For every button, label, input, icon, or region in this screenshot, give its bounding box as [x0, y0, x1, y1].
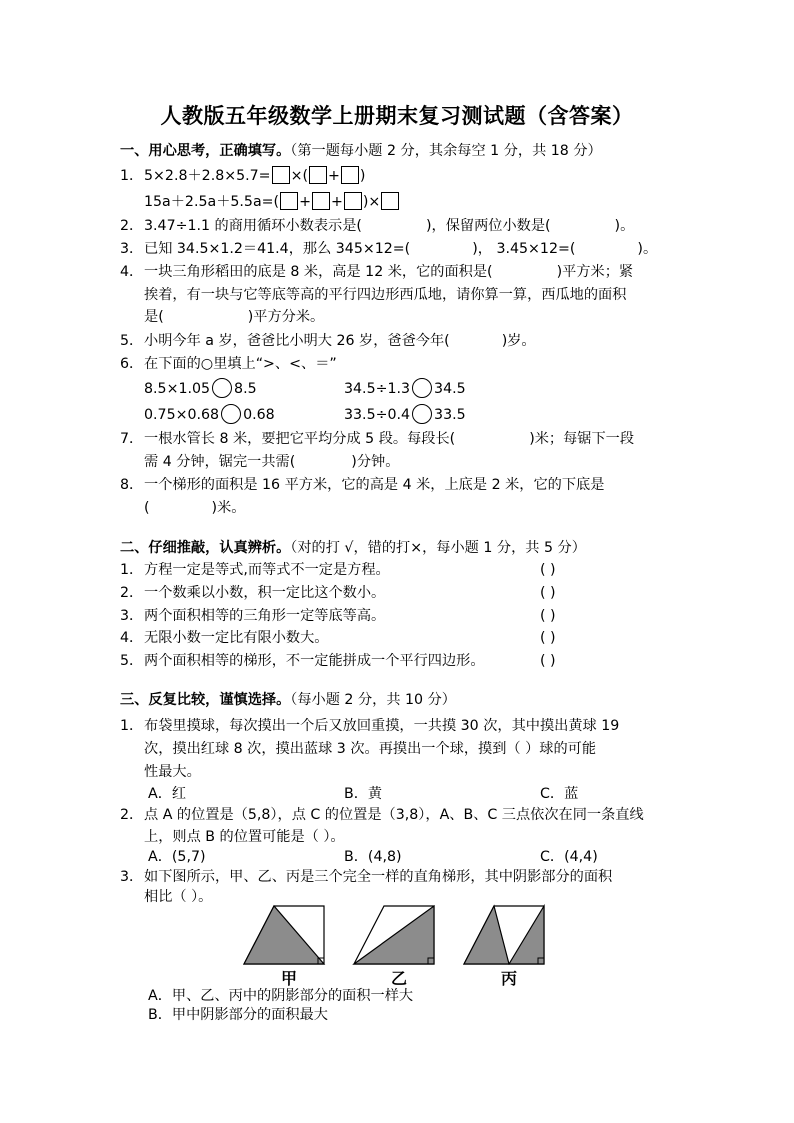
q8-text: (: [144, 500, 150, 516]
s1-q4-line1: [120, 261, 633, 283]
s3-q2-line2: 上，则点 B 的位置可能是（ ）。: [144, 829, 345, 845]
question-number: 6．: [120, 356, 144, 372]
q1b-close: )×: [362, 194, 381, 210]
option-c[interactable]: C．(4,4): [540, 849, 598, 865]
section3-heading-text: 三、反复比较，谨慎选择。: [120, 692, 291, 708]
judge-paren[interactable]: ( ): [540, 653, 556, 669]
s1-q4-line3: [144, 306, 324, 328]
option-a[interactable]: A．红: [148, 786, 187, 802]
judge-paren[interactable]: ( ): [540, 585, 556, 601]
judge-paren[interactable]: ( ): [540, 562, 556, 578]
s1-q2: [120, 215, 634, 237]
question-number: 7．: [120, 431, 144, 447]
statement-text: 无限小数一定比有限小数大。: [144, 630, 329, 646]
judge-paren[interactable]: ( ): [540, 630, 556, 646]
s1-q7-line1: [120, 428, 634, 450]
s1-q1a: [120, 165, 365, 187]
s2-item: [120, 559, 390, 581]
option-b[interactable]: B．黄: [344, 786, 383, 802]
q2-text: 点 A 的位置是（5,8），点 C 的位置是（3,8），A、B、C 三点依次在同一条直线: [144, 807, 644, 823]
question-number: 2．: [120, 218, 144, 234]
figure-label-jia: 甲: [281, 969, 298, 988]
q4-text: )平方分米。: [247, 309, 325, 325]
q3-text: )， 3.45×12=(: [472, 241, 576, 257]
s2-item: [120, 605, 385, 627]
s1-q6-row2-right: [344, 404, 466, 426]
question-number: 2．: [120, 585, 144, 601]
question-number: 5．: [120, 333, 144, 349]
page-title: 人教版五年级数学上册期末复习测试题（含答案）: [160, 103, 634, 128]
question-number: 8．: [120, 477, 144, 493]
s1-q4-line2: 挨着，有一块与它等底等高的平行四边形西瓜地，请你算一算，西瓜地的面积: [144, 287, 627, 303]
q1a-times: ×(: [290, 168, 309, 184]
compare-left: 0.75×0.68: [144, 407, 220, 423]
s1-q8-line1: [120, 474, 604, 496]
s1-q6: [120, 353, 337, 375]
section2-note: （对的打 √，错的打×，每小题 1 分，共 5 分）: [290, 540, 586, 556]
q3-text: )。: [637, 241, 658, 257]
q4-text: 一块三角形稻田的底是 8 米，高是 12 米，它的面积是(: [144, 264, 493, 280]
question-number: 4．: [120, 264, 144, 280]
s1-q6-row2-left: [144, 404, 275, 426]
s3-q1-line1: [120, 715, 619, 737]
option-a[interactable]: A．(5,7): [148, 849, 206, 865]
answer-box[interactable]: [312, 192, 330, 210]
s2-item: [120, 627, 328, 649]
compare-left: 34.5÷1.3: [344, 381, 411, 397]
trapezoid-yi: [354, 906, 434, 964]
s2-item: [120, 582, 385, 604]
q8-text: 一个梯形的面积是 16 平方米，它的高是 4 米，上底是 2 米，它的下底是: [144, 477, 605, 493]
question-number: 2．: [120, 807, 144, 823]
option-b[interactable]: B．(4,8): [344, 849, 402, 865]
s1-q6-row1-left: [144, 378, 257, 400]
q1b-expression: 15a＋2.5a＋5.5a=(: [144, 194, 280, 210]
q3-text: 如下图所示，甲、乙、丙是三个完全一样的直角梯形，其中阴影部分的面积: [144, 869, 613, 885]
section1-heading-text: 一、用心思考，正确填写。: [120, 143, 291, 159]
compare-right: 8.5: [234, 381, 257, 397]
answer-box[interactable]: [344, 192, 362, 210]
statement-text: 一个数乘以小数，积一定比这个数小。: [144, 585, 386, 601]
statement-text: 两个面积相等的三角形一定等底等高。: [144, 608, 386, 624]
q4-text: )平方米；紧: [556, 264, 634, 280]
q6-text: 在下面的○里填上“>、<、＝”: [144, 356, 337, 372]
q5-text: )岁。: [501, 333, 536, 349]
figure-label-bing: 丙: [501, 969, 518, 988]
section1-note: （第一题每小题 2 分，其余每空 1 分，共 18 分）: [290, 143, 602, 159]
section3-heading: [120, 689, 456, 711]
question-number: 3．: [120, 241, 144, 257]
compare-right: 33.5: [434, 407, 466, 423]
q2-text: 3.47÷1.1 的商用循环小数表示是(: [144, 218, 362, 234]
judge-paren[interactable]: ( ): [540, 608, 556, 624]
compare-circle[interactable]: [221, 404, 241, 424]
q1b-plus: +: [299, 194, 311, 210]
q1b-plus: +: [330, 194, 343, 210]
s3-q1-line2: 次，摸出红球 8 次，摸出蓝球 3 次。再摸出一个球，摸到（ ）球的可能: [144, 741, 597, 757]
q1a-plus: +: [328, 168, 340, 184]
q8-text: )米。: [211, 500, 246, 516]
statement-text: 方程一定是等式,而等式不一定是方程。: [144, 562, 390, 578]
trapezoid-figures: [240, 900, 550, 970]
q3-text: 已知 34.5×1.2＝41.4，那么 345×12=(: [144, 241, 411, 257]
s1-q3: [120, 238, 657, 260]
question-number: 1．: [120, 718, 144, 734]
s1-q5: [120, 330, 536, 352]
s1-q1b: [144, 191, 400, 213]
s3-q3-line2: 相比（ ）。: [144, 889, 213, 905]
q4-text: 是(: [144, 309, 164, 325]
compare-circle[interactable]: [212, 378, 232, 398]
trapezoid-bing: [464, 906, 544, 964]
option-c[interactable]: C．蓝: [540, 786, 579, 802]
s1-q6-row1-right: [344, 378, 466, 400]
statement-text: 两个面积相等的梯形，不一定能拼成一个平行四边形。: [144, 653, 485, 669]
s2-item: [120, 650, 485, 672]
q7-text: )分钟。: [351, 454, 400, 470]
section2-heading: [120, 537, 586, 559]
question-number: 5．: [120, 653, 144, 669]
s3-q3-line1: [120, 866, 612, 888]
s1-q8-line2: [144, 497, 245, 519]
compare-left: 8.5×1.05: [144, 381, 211, 397]
section2-heading-text: 二、仔细推敲，认真辨析。: [120, 540, 291, 556]
q1a-expression: 5×2.8＋2.8×5.7=: [144, 168, 271, 184]
figure-label-yi: 乙: [391, 969, 408, 988]
question-number: 1．: [120, 168, 144, 184]
question-number: 3．: [120, 869, 144, 885]
compare-circle[interactable]: [412, 404, 432, 424]
answer-box[interactable]: [280, 192, 298, 210]
question-number: 1．: [120, 562, 144, 578]
trapezoid-jia: [244, 906, 324, 964]
s1-q7-line2: [144, 451, 399, 473]
q2-text: )，保留两位小数是(: [425, 218, 551, 234]
option-a[interactable]: A．甲、乙、丙中的阴影部分的面积一样大: [148, 988, 414, 1004]
answer-box[interactable]: [341, 166, 359, 184]
q1-text: 布袋里摸球，每次摸出一个后又放回重摸，一共摸 30 次，其中摸出黄球 19: [144, 718, 620, 734]
answer-box[interactable]: [381, 192, 399, 210]
compare-right: 0.68: [243, 407, 275, 423]
q7-text: 一根水管长 8 米，要把它平均分成 5 段。每段长(: [144, 431, 456, 447]
option-b[interactable]: B．甲中阴影部分的面积最大: [148, 1007, 328, 1023]
s3-q1-line3: 性最大。: [144, 764, 201, 780]
compare-circle[interactable]: [412, 378, 432, 398]
q2-text: )。: [614, 218, 635, 234]
s3-q2-line1: [120, 804, 644, 826]
q7-text: )米；每锯下一段: [529, 431, 635, 447]
question-number: 4．: [120, 630, 144, 646]
section3-note: （每小题 2 分，共 10 分）: [290, 692, 456, 708]
section1-heading: [120, 140, 602, 162]
compare-right: 34.5: [434, 381, 466, 397]
q5-text: 小明今年 a 岁，爸爸比小明大 26 岁，爸爸今年(: [144, 333, 450, 349]
answer-box[interactable]: [272, 166, 290, 184]
question-number: 3．: [120, 608, 144, 624]
answer-box[interactable]: [309, 166, 327, 184]
q1a-close: ): [359, 168, 366, 184]
q7-text: 需 4 分钟，锯完一共需(: [144, 454, 296, 470]
compare-left: 33.5÷0.4: [344, 407, 411, 423]
